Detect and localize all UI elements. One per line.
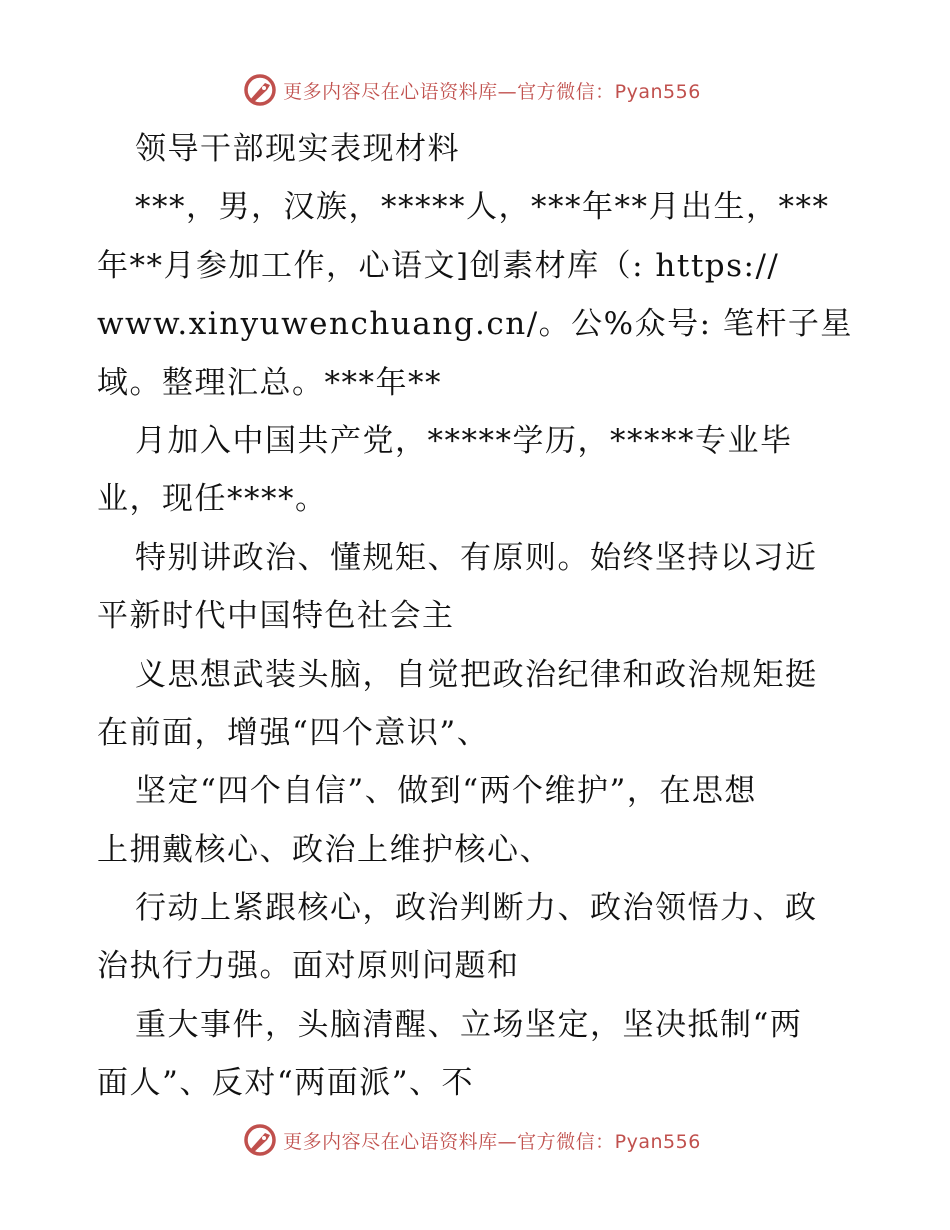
- header-banner-content: [243, 73, 701, 107]
- text-line: 上拥戴核心、政治上维护核心、: [97, 831, 552, 868]
- text-line: 域。整理汇总。***年**: [97, 364, 442, 401]
- text-line: 治执行力强。面对原则问题和: [97, 948, 520, 985]
- text-line: 面人”、反对“两面派”、不: [97, 1065, 475, 1102]
- text-line: 月加入中国共产党，*****学历，*****专业毕: [135, 422, 793, 459]
- footer-banner-content: [243, 1123, 701, 1157]
- pen-nib-logo-icon: [243, 1123, 277, 1157]
- text-line: 业，现任****。: [97, 481, 328, 518]
- text-line: 坚定“四个自信”、做到“两个维护”，在思想: [135, 773, 757, 810]
- header-banner: [0, 70, 950, 110]
- text-line: 特别讲政治、懂规矩、有原则。始终坚持以习近: [135, 539, 818, 576]
- text-line: 义思想武装头脑，自觉把政治纪律和政治规矩挺: [135, 656, 818, 693]
- document-title: 领导干部现实表现材料: [135, 131, 460, 167]
- footer-banner: [0, 1120, 950, 1160]
- text-line: 在前面，增强“四个意识”、: [97, 714, 490, 751]
- text-line: www.xinyuwenchuang.cn/。公%众号: 笔杆子星: [97, 306, 853, 343]
- pen-nib-logo-icon: [243, 73, 277, 107]
- footer-banner-text: 更多内容尽在心语资料库—官方微信：Pyan556: [283, 1130, 701, 1153]
- text-line: 重大事件，头脑清醒、立场坚定，坚决抵制“两: [135, 1006, 803, 1043]
- text-line: ***，男，汉族，*****人，***年**月出生，***: [135, 189, 830, 226]
- header-banner-text: 更多内容尽在心语资料库—官方微信：Pyan556: [283, 80, 701, 103]
- text-line: 平新时代中国特色社会主: [97, 598, 455, 635]
- document-body: [97, 120, 857, 1113]
- text-line: 行动上紧跟核心，政治判断力、政治领悟力、政: [135, 890, 818, 927]
- text-line: 年**月参加工作，心语文]创素材库（: https://: [97, 247, 780, 284]
